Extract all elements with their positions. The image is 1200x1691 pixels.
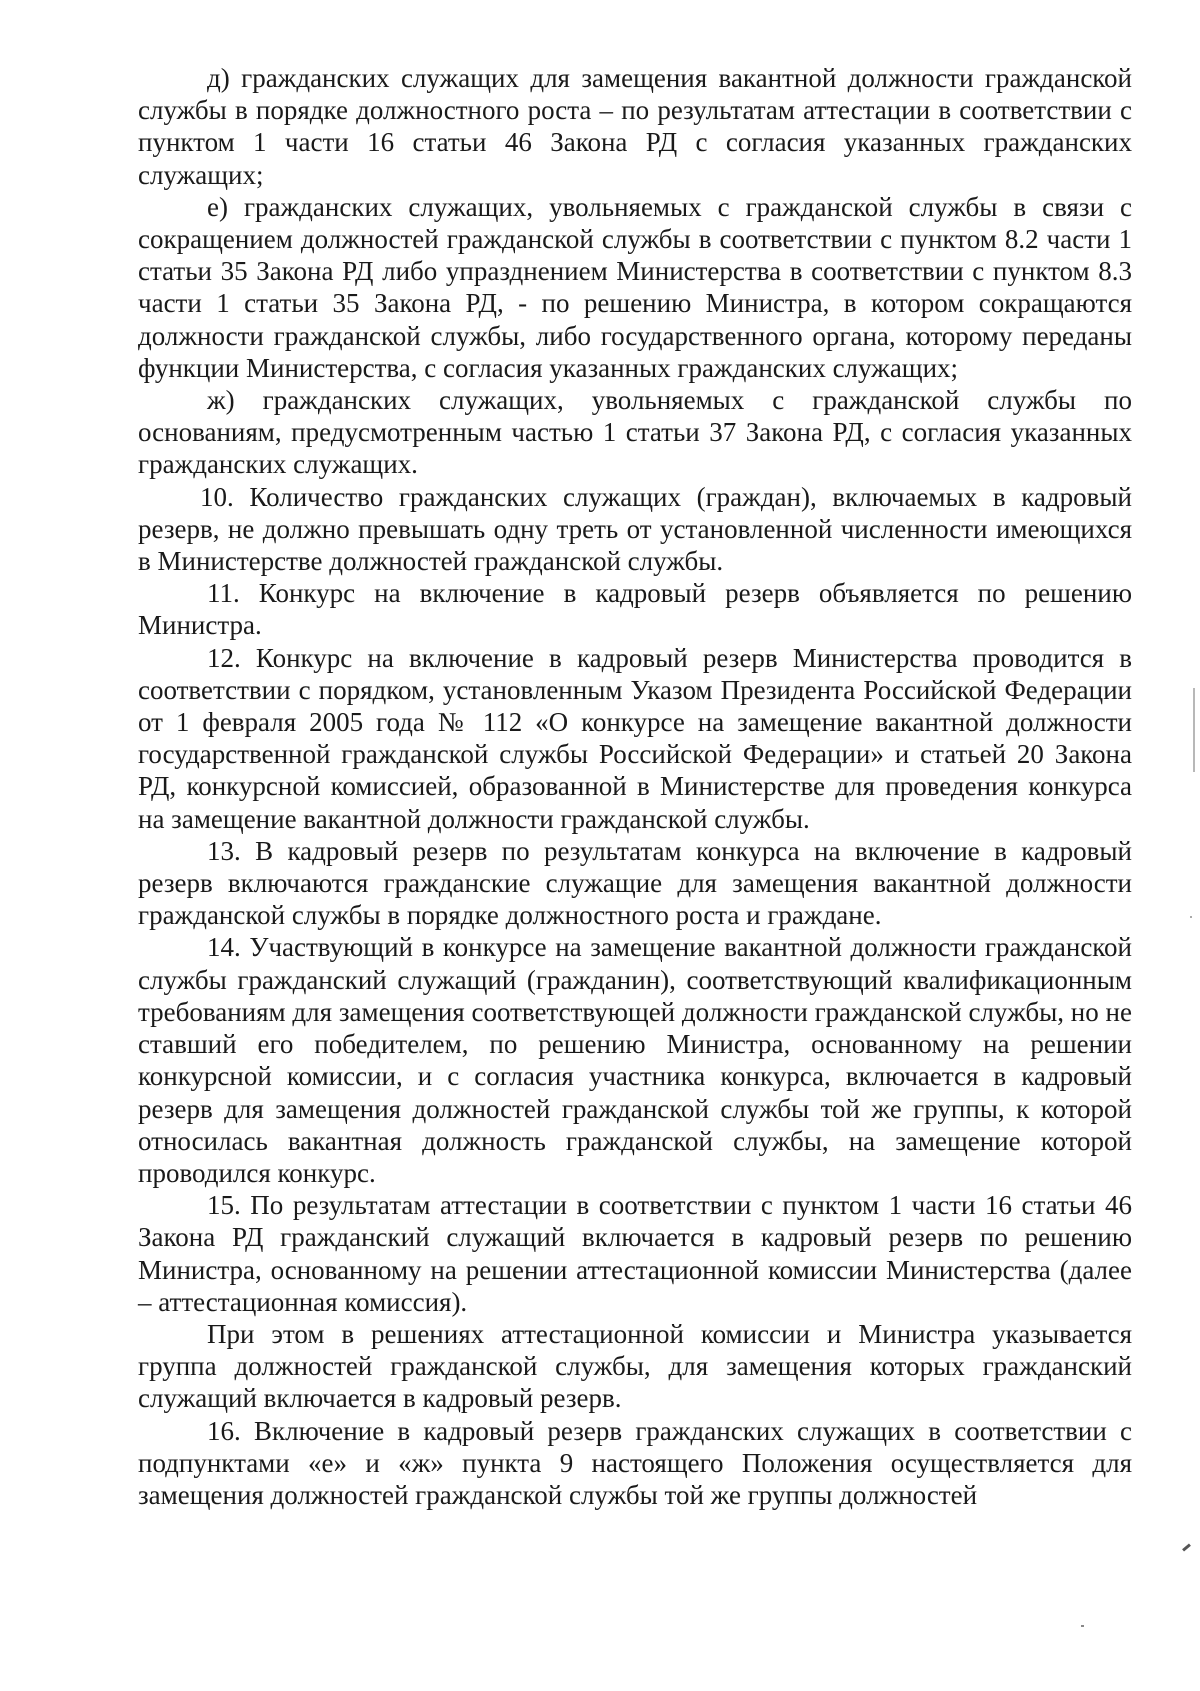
paragraph-15: 15. По результатам аттестации в соответствии с пунктом 1 части 16 статьи 46 Закона РД гражданский служащий включается в кадровый резерв по решению Министра, основанному на решении аттестационной комиссии Министерства (далее – аттестационная комиссия).	[138, 1190, 1132, 1317]
paragraph-16: 16. Включение в кадровый резерв гражданских служащих в соответствии с подпунктами «е» и «ж» пункта 9 настоящего Положения осуществляется для замещения должностей гражданской службы той же группы должностей	[138, 1415, 1132, 1510]
paragraph-15-continued: При этом в решениях аттестационной комиссии и Министра указывается группа должностей гражданской службы, для замещения которых гражданский служащий включается в кадровый резерв.	[138, 1318, 1132, 1414]
document-body	[138, 62, 1132, 1511]
scan-artifact-dot	[1190, 916, 1192, 918]
paragraph-item-d: д) гражданских служащих для замещения вакантной должности гражданской службы в порядке должностного роста – по результатам аттестации в соответствии с пунктом 1 части 16 статьи 46 Закона РД с согласия указанных гражданских служащих;	[138, 63, 1132, 190]
scan-artifact-mark	[1182, 1543, 1191, 1551]
paragraph-12: 12. Конкурс на включение в кадровый резерв Министерства проводится в соответствии с порядком, установленным Указом Президента Российской Федерации от 1 февраля 2005 года № 112 «О конкурсе на замещение вакантной должности государственной гражданской службы Российской Федерации» и статьей 20 Закона РД, конкурсной комиссией, образованной в Министерстве для проведения конкурса на замещение вакантной должности гражданской службы.	[138, 642, 1132, 834]
paragraph-11: 11. Конкурс на включение в кадровый резерв объявляется по решению Министра.	[138, 578, 1132, 641]
paragraph-10: 10. Количество гражданских служащих (граждан), включаемых в кадровый резерв, не должно превышать одну треть от установленной численности имеющихся в Министерстве должностей гражданской службы.	[138, 481, 1132, 577]
scan-artifact-edge-line	[1193, 688, 1195, 772]
paragraph-item-zh: ж) гражданских служащих, увольняемых с гражданской службы по основаниям, предусмотренным частью 1 статьи 37 Закона РД, с согласия указанных гражданских служащих.	[138, 385, 1132, 480]
paragraph-14: 14. Участвующий в конкурсе на замещение вакантной должности гражданской службы гражданский служащий (гражданин), соответствующий квалификационным требованиям для замещения соответствующей должности гражданской службы, но не ставший его победителем, по решению Министра, основанному на решении конкурсной комиссии, и с согласия участника конкурса, включается в кадровый резерв для замещения должностей гражданской службы той же группы, к которой относилась вакантная должность гражданской службы, на замещение которой проводился конкурс.	[138, 932, 1132, 1188]
scan-artifact-dot	[1081, 1625, 1084, 1627]
paragraph-13: 13. В кадровый резерв по результатам конкурса на включение в кадровый резерв включаются гражданские служащие для замещения вакантной должности гражданской службы в порядке должностного роста и граждане.	[138, 835, 1132, 931]
paragraph-item-e: е) гражданских служащих, увольняемых с гражданской службы в связи с сокращением должностей гражданской службы в соответствии с пунктом 8.2 части 1 статьи 35 Закона РД либо упразднением Министерства в соответствии с пунктом 8.3 части 1 статьи 35 Закона РД, - по решению Министра, в котором сокращаются должности гражданской службы, либо государственного органа, которому переданы функции Министерства, с согласия указанных гражданских служащих;	[138, 191, 1132, 383]
